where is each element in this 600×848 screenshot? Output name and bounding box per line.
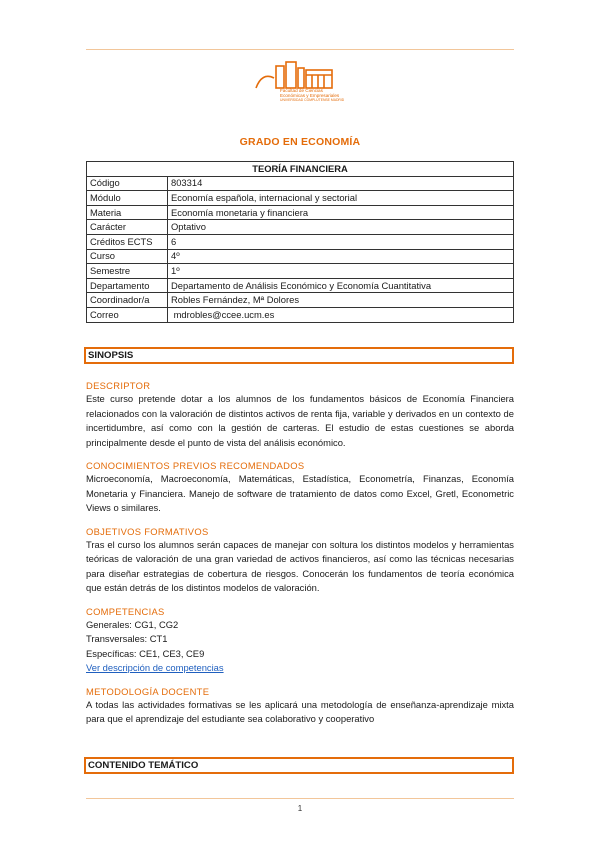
row-label: Correo <box>87 307 168 322</box>
row-label: Semestre <box>87 264 168 279</box>
previos-text: Microeconomía, Macroeconomía, Matemáticas, Estadística, Econometría, Finanzas, Economía Monetaria y Financiera. Manejo de software de tratamiento de datos como Excel, Gretl, Econometric Views o similares. <box>86 473 514 513</box>
row-value: 1º <box>168 264 514 279</box>
descriptor-text: Este curso pretende dotar a los alumnos de los fundamentos básicos de Economía Financiera relacionados con la valoración de distintos activos de renta fija, variable y derivados en un contexto de incertidumbre, así como con la gestión de carteras. El estudio de estas cuestiones se aborda principalmente desde el punto de vista del análisis económico. <box>86 393 514 448</box>
table-row <box>87 176 514 191</box>
course-info-table <box>86 161 514 323</box>
contenido-section-header: CONTENIDO TEMÁTICO <box>84 757 514 774</box>
table-row <box>87 234 514 249</box>
row-label: Créditos ECTS <box>87 234 168 249</box>
table-row <box>87 293 514 308</box>
row-value: Optativo <box>168 220 514 235</box>
row-value: 803314 <box>168 176 514 191</box>
row-label: Carácter <box>87 220 168 235</box>
competencias-heading: COMPETENCIAS <box>86 605 165 617</box>
objetivos-text: Tras el curso los alumnos serán capaces de manejar con soltura los distintos modelos y herramientas teóricas de valoración de una gran variedad de activos financieros, así como las técnicas necesarias para diseñar estrategias de cobertura de riesgos. Conocerán los fundamentos de teoría económica que están detrás de los distintos modelos de valoración. <box>86 538 514 593</box>
descriptor-heading: DESCRIPTOR <box>86 380 151 391</box>
course-name-header: TEORÍA FINANCIERA <box>87 162 514 177</box>
table-row <box>87 205 514 220</box>
table-row <box>87 191 514 206</box>
row-label: Código <box>87 176 168 191</box>
table-row <box>87 307 514 322</box>
row-label: Módulo <box>87 191 168 206</box>
logo-text-line1: Facultad de Ciencias <box>280 88 323 93</box>
objetivos-heading: OBJETIVOS FORMATIVOS <box>86 525 209 537</box>
metodologia-text: A todas las actividades formativas se les aplicará una metodología de enseñanza-aprendizaje mixta para que el aprendizaje del estudiante sea colaborativo y cooperativo <box>86 698 514 724</box>
logo-text-line3: UNIVERSIDAD COMPLUTENSE MADRID <box>280 98 345 103</box>
sinopsis-section-header: SINOPSIS <box>84 347 514 364</box>
metodologia-heading: METODOLOGÍA DOCENTE <box>86 685 210 697</box>
page-number: 1 <box>297 804 303 813</box>
row-label: Departamento <box>87 278 168 293</box>
competencias-link[interactable]: Ver descripción de competencias <box>86 662 224 673</box>
previos-heading: CONOCIMIENTOS PREVIOS RECOMENDADOS <box>86 460 305 471</box>
table-row <box>87 278 514 293</box>
table-row <box>87 249 514 264</box>
row-label: Materia <box>87 205 168 220</box>
sinopsis-content <box>86 379 514 727</box>
row-value: Robles Fernández, Mª Dolores <box>168 293 514 308</box>
faculty-logo <box>250 58 350 110</box>
logo-text-line2: Económicas y Empresariales <box>280 93 340 99</box>
row-label: Curso <box>87 249 168 264</box>
header-rule <box>86 49 514 50</box>
email-value: mdrobles@ccee.ucm.es <box>168 307 514 322</box>
competencias-transversales: Transversales: CT1 <box>86 633 168 644</box>
table-row <box>87 264 514 279</box>
row-value: Economía monetaria y financiera <box>168 205 514 220</box>
row-value: Departamento de Análisis Económico y Economía Cuantitativa <box>168 278 514 293</box>
row-value: Economía española, internacional y sectorial <box>168 191 514 206</box>
row-value: 4º <box>168 249 514 264</box>
competencias-generales: Generales: CG1, CG2 <box>86 618 179 630</box>
table-row <box>87 220 514 235</box>
row-label: Coordinador/a <box>87 293 168 308</box>
row-value: 6 <box>168 234 514 249</box>
competencias-especificas: Específicas: CE1, CE3, CE9 <box>86 647 205 659</box>
document-title: GRADO EN ECONOMÍA <box>239 136 361 148</box>
footer-rule <box>86 798 514 799</box>
